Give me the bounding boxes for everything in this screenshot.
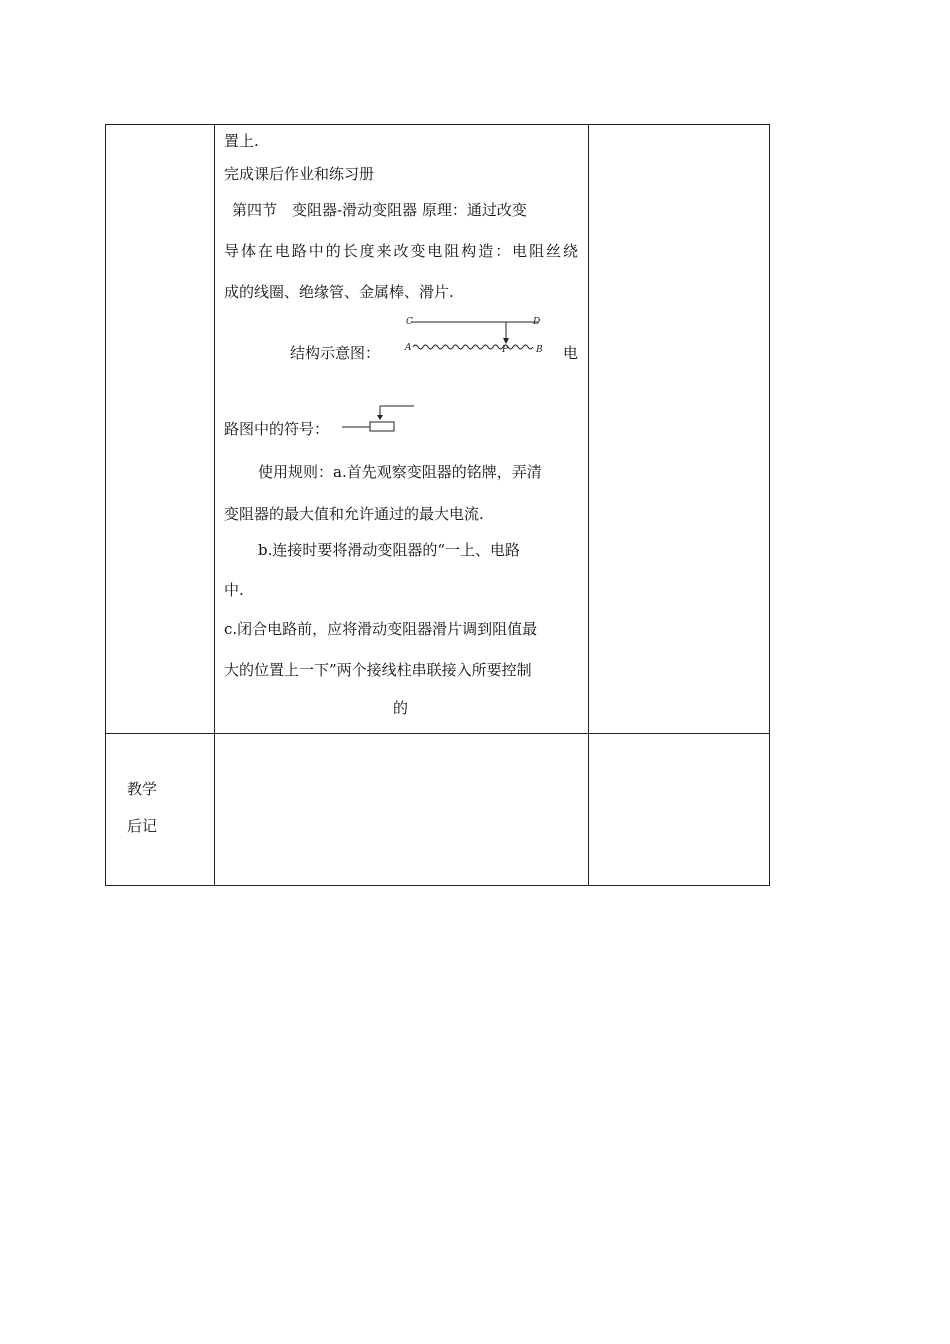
slider-p-label: P xyxy=(502,345,509,354)
postscript-label-line1: 教学 xyxy=(127,780,158,798)
structure-line-end: 电 xyxy=(563,344,579,362)
text-line-12: c.闭合电路前，应将滑动变阻器滑片调到阻值最 xyxy=(224,620,538,638)
symbol-label: 路图中的符号： xyxy=(224,420,330,438)
text-line-10: b.连接时要将滑动变阻器的“一上、电路 xyxy=(258,541,521,559)
terminal-d-label: D xyxy=(533,317,541,327)
text-line-5: 成的线圈、绝缘管、金属棒、滑片. xyxy=(224,283,454,301)
text-line-8: 使用规则：a.首先观察变阻器的铭牌，弄清 xyxy=(258,463,542,481)
row1-left-cell xyxy=(106,125,215,734)
text-line-1: 置上. xyxy=(224,132,259,150)
postscript-label-line2: 后记 xyxy=(127,817,158,835)
row2-right-cell xyxy=(589,734,770,886)
text-line-13: 大的位置上一下”两个接线柱串联接入所要控制 xyxy=(224,661,532,679)
structure-label: 结构示意图： xyxy=(290,344,381,362)
text-line-3: 第四节 变阻器-滑动变阻器 原理：通过改变 xyxy=(232,201,527,219)
text-line-14: 的 xyxy=(393,699,409,717)
text-line-2: 完成课后作业和练习册 xyxy=(224,165,375,183)
row2-content-cell xyxy=(215,734,589,886)
rheostat-circuit-symbol xyxy=(340,404,420,434)
text-line-4: 导体在电路中的长度来改变电阻构造：电阻丝绕 xyxy=(224,242,578,260)
text-line-9: 变阻器的最大值和允许通过的最大电流. xyxy=(224,505,484,523)
terminal-b-label: B xyxy=(536,345,543,354)
row2-left-cell xyxy=(106,734,215,886)
terminal-a-label: A xyxy=(405,343,412,353)
rheostat-structure-diagram xyxy=(403,314,553,354)
row1-right-cell xyxy=(589,125,770,734)
text-line-11: 中. xyxy=(224,581,244,599)
terminal-c-label: C xyxy=(406,317,413,327)
